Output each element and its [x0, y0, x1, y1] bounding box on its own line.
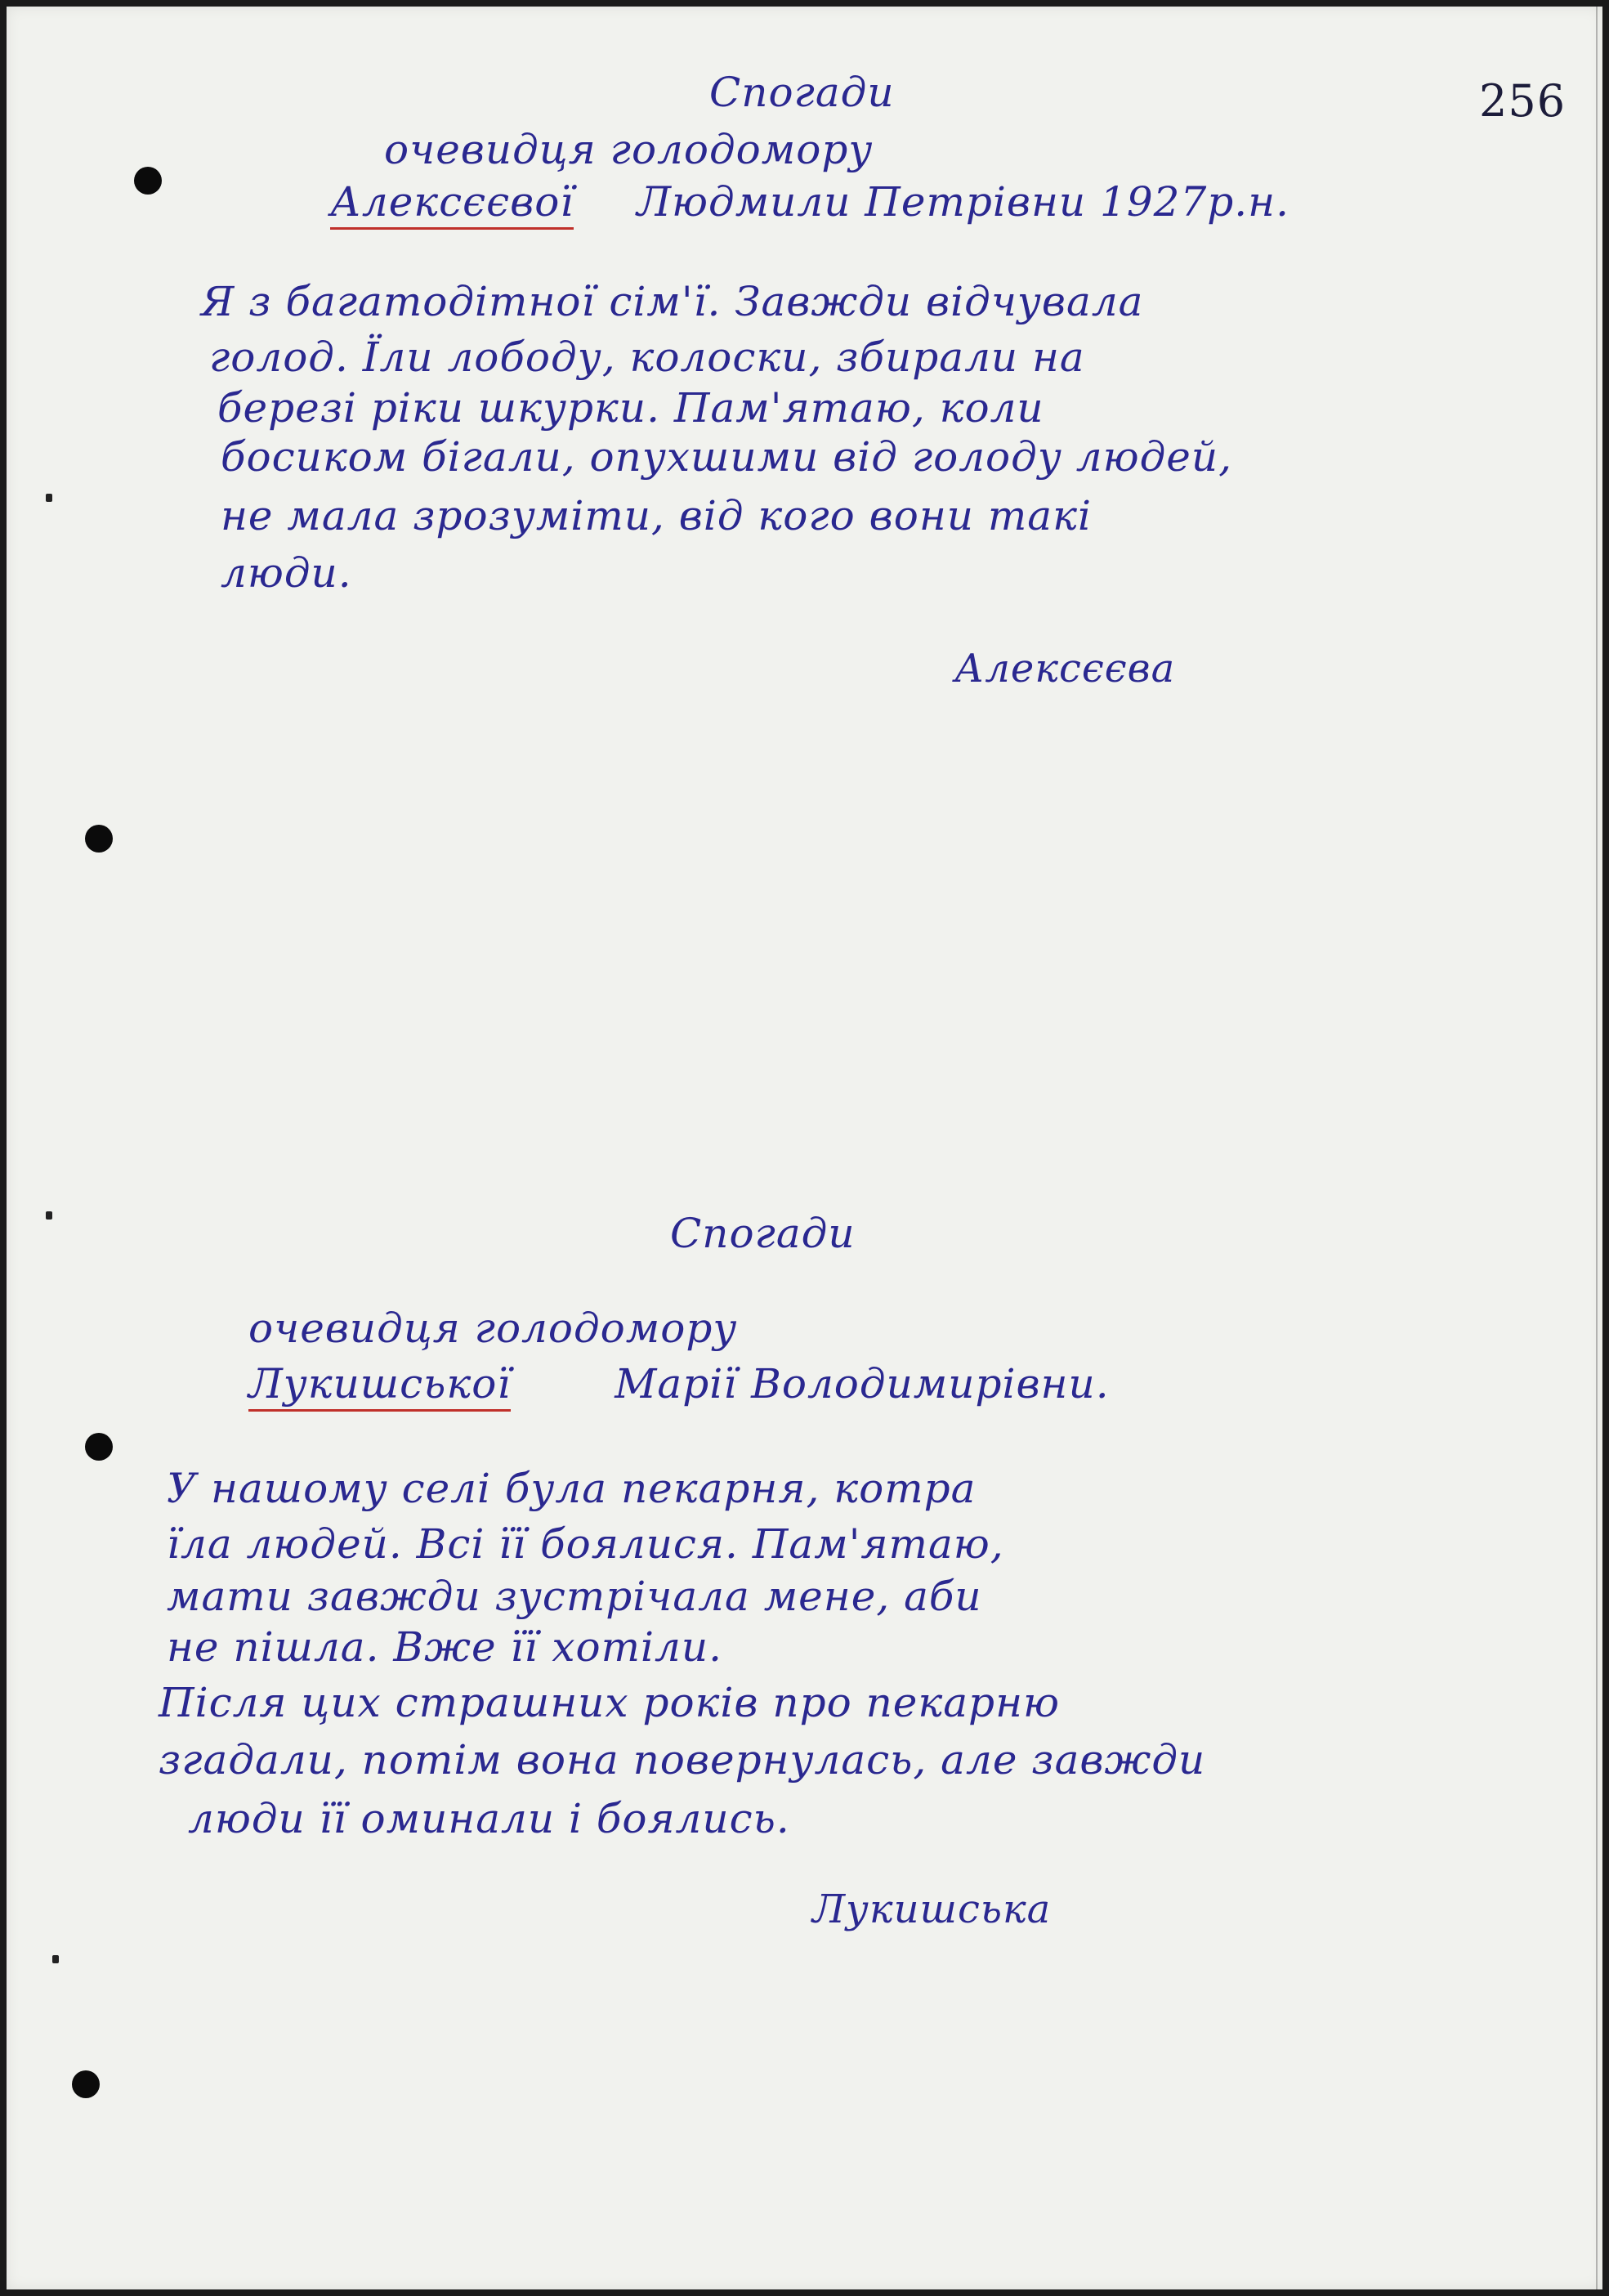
section2-name-rest: Марії Володимирівни. — [615, 1360, 1110, 1408]
section1-line: березі ріки шкурки. Пам'ятаю, коли — [217, 384, 1044, 432]
section1-name-rest: Людмили Петрівни 1927р.н. — [637, 178, 1289, 226]
section2-line: згадали, потім вона повернулась, але завжди — [159, 1736, 1206, 1784]
section1-subtitle: очевидця голодомору — [384, 126, 874, 173]
margin-mark — [46, 494, 52, 502]
section1-line: голод. Їли лободу, колоски, збирали на — [209, 333, 1085, 381]
section2-subtitle: очевидця голодомору — [248, 1305, 738, 1352]
section1-line: люди. — [221, 549, 352, 597]
margin-mark — [46, 1211, 52, 1220]
section2-line: їла людей. Всі її боялися. Пам'ятаю, — [167, 1520, 1004, 1568]
punch-hole — [72, 2070, 100, 2098]
section2-line: люди її оминали і боялись. — [188, 1795, 790, 1842]
section2-line: Після цих страшних років про пекарню — [159, 1679, 1061, 1726]
page-number: 256 — [1479, 75, 1567, 127]
section1-line: не мала зрозуміти, від кого вони такі — [221, 492, 1092, 539]
section2-heading: Спогади — [670, 1210, 856, 1257]
punch-hole — [134, 167, 162, 195]
document-page — [7, 7, 1602, 2289]
section2-line: не пішла. Вже її хотіли. — [167, 1623, 722, 1671]
section1-heading: Спогади — [709, 69, 895, 116]
section2-line: мати завжди зустрічала мене, аби — [167, 1573, 982, 1620]
section1-name: Алексєєвої — [330, 178, 574, 230]
section2-name: Лукишської — [248, 1360, 511, 1412]
section1-line: Я з багатодітної сім'ї. Завжди відчувала — [201, 278, 1144, 325]
punch-hole — [85, 825, 113, 853]
section1-signature: Алексєєва — [954, 646, 1176, 691]
punch-hole — [85, 1433, 113, 1461]
section1-line: босиком бігали, опухшими від голоду людей, — [221, 433, 1232, 481]
section1-name-line — [330, 178, 1289, 226]
page-edge-line — [1596, 7, 1598, 2289]
margin-mark — [52, 1955, 59, 1963]
section2-signature: Лукишська — [812, 1886, 1052, 1932]
section2-name-line — [248, 1360, 1110, 1408]
section2-line: У нашому селі була пекарня, котра — [167, 1465, 977, 1512]
